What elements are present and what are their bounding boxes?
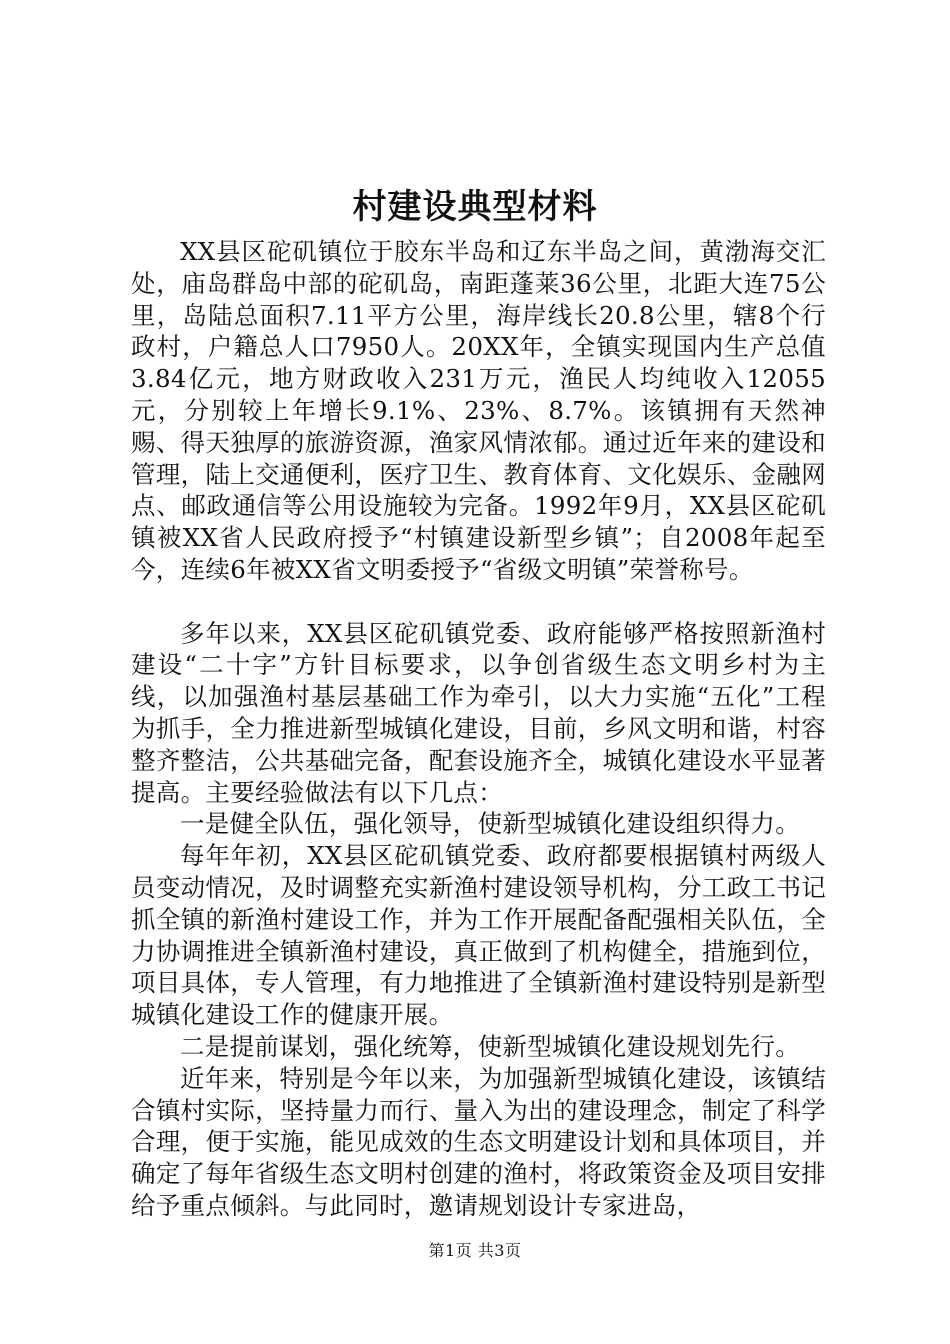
document-title: 村建设典型材料 bbox=[352, 187, 598, 227]
paragraph-overview: 多年以来，XX县区砣矶镇党委、政府能够严格按照新渔村建设“二十字”方针目标要求，以争创省级生态文明乡村为主线，以加强渔村基层基础工作为牵引，以大力实施“五化”工程为抓手，全力推进新型城镇化建设，目前，乡风文明和谐，村容整齐整洁，公共基础完备，配套设施齐全，城镇化建设水平显著提高。主要经验做法有以下几点： bbox=[131, 618, 826, 807]
page-number-footer: 第1页 共3页 bbox=[428, 1241, 522, 1260]
paragraph-point-two-body: 近年来，特别是今年以来，为加强新型城镇化建设，该镇结合镇村实际，坚持量力而行、量入为出的建设理念，制定了科学合理，便于实施，能见成效的生态文明建设计划和具体项目，并确定了每年省级生态文明村创建的渔村，将政策资金及项目安排给予重点倾斜。与此同时，邀请规划设计专家进岛， bbox=[131, 1063, 826, 1220]
paragraph-intro: XX县区砣矶镇位于胶东半岛和辽东半岛之间，黄渤海交汇处，庙岛群岛中部的砣矶岛，南距蓬莱36公里，北距大连75公里，岛陆总面积7.11平方公里，海岸线长20.8公里，辖8个行政村，户籍总人口7950人。20XX年，全镇实现国内生产总值3.84亿元，地方财政收入231万元，渔民人均纯收入12055元，分别较上年增长9.1%、23%、8.7%。该镇拥有天然神赐、得天独厚的旅游资源，渔家风情浓郁。通过近年来的建设和管理，陆上交通便利，医疗卫生、教育体育、文化娱乐、金融网点、邮政通信等公用设施较为完备。1992年9月，XX县区砣矶镇被XX省人民政府授予“村镇建设新型乡镇”；自2008年起至今，连续6年被XX省文明委授予“省级文明镇”荣誉称号。 bbox=[131, 237, 826, 584]
document-body bbox=[131, 236, 826, 1222]
paragraph-point-one-body: 每年年初，XX县区砣矶镇党委、政府都要根据镇村两级人员变动情况，及时调整充实新渔村建设领导机构，分工政工书记抓全镇的新渔村建设工作，并为工作开展配备配强相关队伍，全力协调推进全镇新渔村建设，真正做到了机构健全，措施到位，项目具体，专人管理，有力地推进了全镇新渔村建设特别是新型城镇化建设工作的健康开展。 bbox=[131, 841, 826, 1030]
paragraph-point-one-heading: 一是健全队伍，强化领导，使新型城镇化建设组织得力。 bbox=[180, 809, 800, 839]
paragraph-point-two-heading: 二是提前谋划，强化统筹，使新型城镇化建设规划先行。 bbox=[180, 1031, 800, 1061]
